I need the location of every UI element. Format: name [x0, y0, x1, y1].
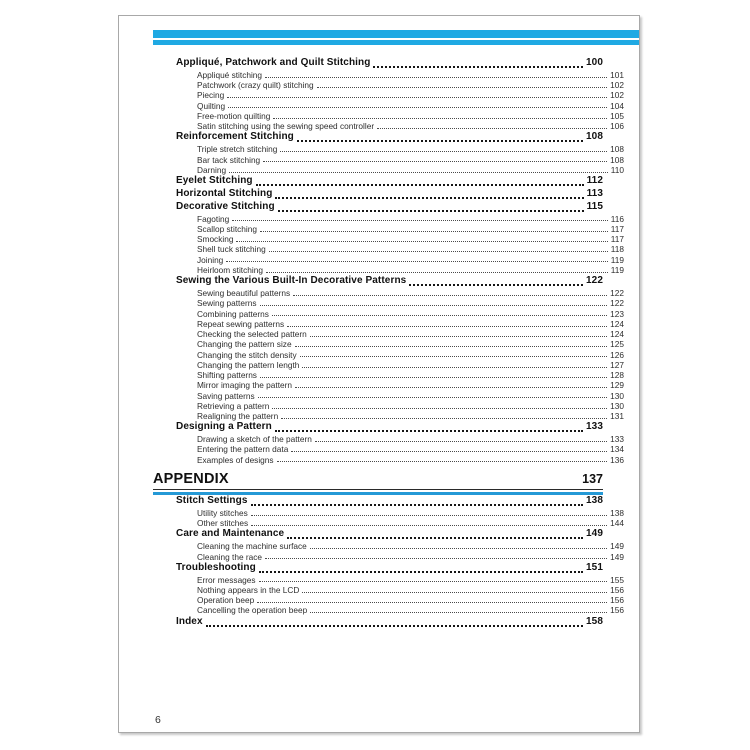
toc-entry-page: 136 — [610, 454, 624, 465]
toc-entry-page: 113 — [586, 187, 603, 199]
toc-entry-title: Mirror imaging the pattern — [197, 380, 292, 391]
toc-entry-page: 158 — [586, 615, 603, 627]
toc-entry-title: Triple stretch stitching — [197, 144, 278, 155]
dotted-leader — [310, 548, 607, 549]
toc-entry-title: Heirloom stitching — [197, 264, 263, 275]
toc-entry — [176, 401, 624, 411]
dotted-leader — [287, 326, 607, 327]
toc-entry — [176, 528, 603, 541]
dotted-leader — [206, 625, 583, 627]
toc-entry — [176, 495, 603, 508]
toc-entry-title: Quilting — [197, 100, 226, 111]
toc-entry-title: Other stitches — [197, 518, 249, 529]
toc-entry — [176, 391, 624, 401]
dotted-leader — [259, 581, 608, 582]
toc-entry-title: Retrieving a pattern — [197, 400, 270, 411]
toc-entry-title: Operation beep — [197, 595, 255, 606]
toc-entry-page: 130 — [610, 400, 624, 411]
toc-entry — [176, 214, 624, 224]
dotted-leader — [272, 315, 607, 316]
toc-entry-page: 123 — [610, 308, 624, 319]
toc-entry-page: 156 — [610, 584, 624, 595]
toc-entry-page: 138 — [610, 507, 624, 518]
toc-entry-title: Appliqué, Patchwork and Quilt Stitching — [176, 57, 371, 68]
toc-entry — [176, 224, 624, 234]
toc-entry — [176, 90, 624, 100]
toc-entry-title: Care and Maintenance — [176, 528, 285, 540]
toc-entry — [176, 131, 603, 144]
toc-entry-title: Bar tack stitching — [197, 154, 261, 165]
dotted-leader — [295, 346, 608, 347]
toc-entry-page: 105 — [610, 110, 624, 121]
appendix-title: APPENDIX — [153, 471, 229, 487]
dotted-leader — [228, 107, 607, 108]
toc-entry-page: 122 — [610, 298, 624, 309]
toc-entry-title: Combining patterns — [197, 308, 269, 319]
toc-entry-title: Entering the pattern data — [197, 444, 289, 455]
toc-entry-page: 128 — [610, 370, 624, 381]
toc-entry-title: Joining — [197, 254, 224, 265]
toc-entry — [176, 434, 624, 444]
dotted-leader — [300, 356, 608, 357]
toc-entry — [176, 552, 624, 562]
dotted-leader — [265, 77, 607, 78]
toc-entry-title: Troubleshooting — [176, 561, 256, 573]
dotted-leader — [373, 66, 583, 68]
toc-entry-page: 117 — [610, 234, 624, 245]
dotted-leader — [260, 305, 608, 306]
toc-entry-title: Scallop stitching — [197, 223, 257, 234]
toc-entry-page: 101 — [610, 69, 624, 80]
toc-entry — [176, 101, 624, 111]
toc-entry — [176, 541, 624, 551]
top-accent-bar-highlight — [153, 38, 639, 40]
toc-entry — [176, 80, 624, 90]
dotted-leader — [251, 525, 607, 526]
toc-entry — [176, 421, 603, 434]
dotted-leader — [257, 602, 607, 603]
toc-entry-page: 151 — [586, 561, 603, 573]
toc-entry — [176, 370, 624, 380]
toc-entry — [176, 350, 624, 360]
toc-entry-page: 108 — [586, 131, 603, 143]
toc-entry-title: Shell tuck stitching — [197, 244, 266, 255]
toc-entry-title: Index — [176, 615, 203, 627]
dotted-leader — [273, 118, 607, 119]
dotted-leader — [265, 558, 607, 559]
dotted-leader — [256, 184, 584, 186]
toc-entry-title: Fagoting — [197, 213, 230, 224]
toc-entry — [176, 562, 603, 575]
toc-entry-title: Sewing patterns — [197, 298, 257, 309]
appendix-header — [153, 471, 603, 487]
dotted-leader — [227, 97, 607, 98]
toc-entry-title: Cleaning the machine surface — [197, 541, 307, 552]
dotted-leader — [259, 571, 583, 573]
toc-entry — [176, 360, 624, 370]
toc-entry-title: Satin stitching using the sewing speed controller — [197, 121, 375, 132]
dotted-leader — [280, 151, 607, 152]
dotted-leader — [266, 272, 608, 273]
toc-entry-page: 118 — [610, 244, 624, 255]
toc-entry-title: Designing a Pattern — [176, 421, 272, 433]
toc-entry-page: 156 — [610, 605, 624, 616]
toc-entry — [176, 70, 624, 80]
dotted-leader — [232, 220, 607, 221]
dotted-leader — [302, 592, 607, 593]
dotted-leader — [275, 430, 583, 432]
dotted-leader — [260, 377, 607, 378]
toc-entry-page: 122 — [610, 288, 624, 299]
page-number-footer: 6 — [155, 714, 161, 726]
toc-entry — [176, 111, 624, 121]
toc-entry-title: Utility stitches — [197, 507, 248, 518]
dotted-leader — [291, 451, 607, 452]
dotted-leader — [302, 367, 607, 368]
toc-entry-title: Changing the stitch density — [197, 349, 297, 360]
toc-entry-page: 124 — [610, 329, 624, 340]
toc-entry — [176, 234, 624, 244]
toc-entry-page: 156 — [610, 595, 624, 606]
toc-entry-title: Smocking — [197, 234, 234, 245]
dotted-leader — [258, 397, 608, 398]
dotted-leader — [269, 251, 608, 252]
toc-entry-page: 112 — [586, 175, 603, 187]
toc-entry-page: 131 — [610, 411, 624, 422]
toc-entry — [176, 380, 624, 390]
toc-entry — [176, 175, 603, 188]
toc-entry — [176, 605, 624, 615]
toc-entry-page: 138 — [586, 495, 603, 506]
toc-entry-title: Patchwork (crazy quilt) stitching — [197, 80, 314, 91]
dotted-leader — [272, 408, 607, 409]
dotted-leader — [315, 441, 607, 442]
toc-entry — [176, 165, 624, 175]
toc-entry-title: Horizontal Stitching — [176, 187, 273, 199]
toc-entry — [176, 518, 624, 528]
dotted-leader — [409, 284, 583, 286]
toc-entry-page: 110 — [610, 164, 624, 175]
toc-entry-title: Drawing a sketch of the pattern — [197, 434, 312, 445]
toc-entry-title: Realigning the pattern — [197, 411, 279, 422]
toc-entry-title: Reinforcement Stitching — [176, 131, 294, 143]
toc-entry — [176, 595, 624, 605]
toc-entry-page: 149 — [610, 541, 624, 552]
toc-entry-page: 119 — [610, 264, 624, 275]
toc-entry-page: 115 — [586, 200, 603, 212]
toc-entry-title: Cancelling the operation beep — [197, 605, 308, 616]
toc-entry-page: 133 — [586, 421, 603, 433]
toc-entry-page: 106 — [610, 121, 624, 132]
toc-entry — [176, 298, 624, 308]
toc-list-main — [176, 57, 624, 465]
dotted-leader — [263, 161, 607, 162]
toc-entry-title: Nothing appears in the LCD — [197, 584, 300, 595]
toc-entry-page: 119 — [610, 254, 624, 265]
toc-entry-title: Cleaning the race — [197, 551, 263, 562]
dotted-leader — [317, 87, 608, 88]
dotted-leader — [260, 231, 608, 232]
toc-entry-page: 102 — [610, 90, 624, 101]
toc-entry-page: 108 — [610, 144, 624, 155]
toc-entry-page: 100 — [586, 57, 603, 68]
toc-entry-page: 117 — [610, 223, 624, 234]
toc-entry-title: Examples of designs — [197, 454, 274, 465]
toc-entry-title: Piecing — [197, 90, 225, 101]
toc-entry — [176, 575, 624, 585]
dotted-leader — [297, 140, 583, 142]
toc-entry-title: Checking the selected pattern — [197, 329, 307, 340]
dotted-leader — [236, 241, 607, 242]
toc-entry-page: 116 — [610, 213, 624, 224]
toc-entry — [176, 455, 624, 465]
toc-entry — [176, 188, 603, 201]
toc-entry-page: 108 — [610, 154, 624, 165]
toc-entry-page: 127 — [610, 359, 624, 370]
toc-entry-title: Changing the pattern size — [197, 339, 292, 350]
dotted-leader — [275, 197, 583, 199]
appendix-section — [153, 471, 603, 495]
toc-entry — [176, 411, 624, 421]
toc-entry — [176, 265, 624, 275]
toc-entry-page: 134 — [610, 444, 624, 455]
dotted-leader — [226, 261, 607, 262]
toc-entry — [176, 244, 624, 254]
dotted-leader — [295, 387, 607, 388]
dotted-leader — [251, 504, 583, 506]
toc-entry-title: Repeat sewing patterns — [197, 318, 285, 329]
toc-entry-page: 155 — [610, 574, 624, 585]
dotted-leader — [287, 537, 583, 539]
toc-entry-page: 149 — [586, 528, 603, 540]
toc-entry-page: 125 — [610, 339, 624, 350]
toc-entry-page: 144 — [610, 518, 624, 529]
toc-entry — [176, 155, 624, 165]
toc-entry — [176, 144, 624, 154]
toc-entry-page: 129 — [610, 380, 624, 391]
toc-entry — [176, 121, 624, 131]
toc-entry-title: Sewing beautiful patterns — [197, 288, 291, 299]
toc-entry-title: Saving patterns — [197, 390, 255, 401]
toc-entry-title: Free-motion quilting — [197, 110, 271, 121]
dotted-leader — [293, 295, 607, 296]
toc-entry-title: Sewing the Various Built-In Decorative Patterns — [176, 275, 407, 287]
toc-entry — [176, 444, 624, 454]
toc-entry — [176, 255, 624, 265]
dotted-leader — [310, 612, 607, 613]
toc-entry — [176, 339, 624, 349]
dotted-leader — [277, 461, 608, 462]
dotted-leader — [278, 210, 584, 212]
toc-entry-title: Darning — [197, 164, 227, 175]
toc-entry-title: Error messages — [197, 574, 256, 585]
toc-entry — [176, 275, 603, 288]
toc-entry — [176, 57, 603, 70]
toc-entry — [176, 616, 603, 629]
toc-entry-page: 122 — [586, 275, 603, 287]
toc-entry-page: 102 — [610, 80, 624, 91]
toc-entry — [176, 319, 624, 329]
toc-entry-title: Appliqué stitching — [197, 69, 263, 80]
dotted-leader — [310, 336, 607, 337]
toc-entry — [176, 309, 624, 319]
dotted-leader — [229, 172, 608, 173]
toc-entry-page: 126 — [610, 349, 624, 360]
toc-list-appendix — [176, 495, 624, 629]
toc-entry — [176, 508, 624, 518]
toc-entry-title: Shifting patterns — [197, 370, 257, 381]
toc-entry-title: Decorative Stitching — [176, 200, 275, 212]
toc-entry-page: 130 — [610, 390, 624, 401]
toc-entry-title: Stitch Settings — [176, 495, 248, 506]
toc-entry-page: 133 — [610, 434, 624, 445]
document-page — [118, 15, 640, 733]
toc-entry — [176, 201, 603, 214]
dotted-leader — [377, 128, 607, 129]
dotted-leader — [251, 515, 607, 516]
appendix-page-number: 137 — [582, 472, 603, 486]
toc-entry-title: Changing the pattern length — [197, 359, 300, 370]
toc-entry-page: 149 — [610, 551, 624, 562]
toc-entry — [176, 585, 624, 595]
toc-entry — [176, 288, 624, 298]
dotted-leader — [281, 418, 607, 419]
toc-entry-page: 104 — [610, 100, 624, 111]
top-accent-bar — [153, 30, 639, 45]
toc-entry — [176, 329, 624, 339]
toc-entry-page: 124 — [610, 318, 624, 329]
toc-entry-title: Eyelet Stitching — [176, 175, 253, 187]
